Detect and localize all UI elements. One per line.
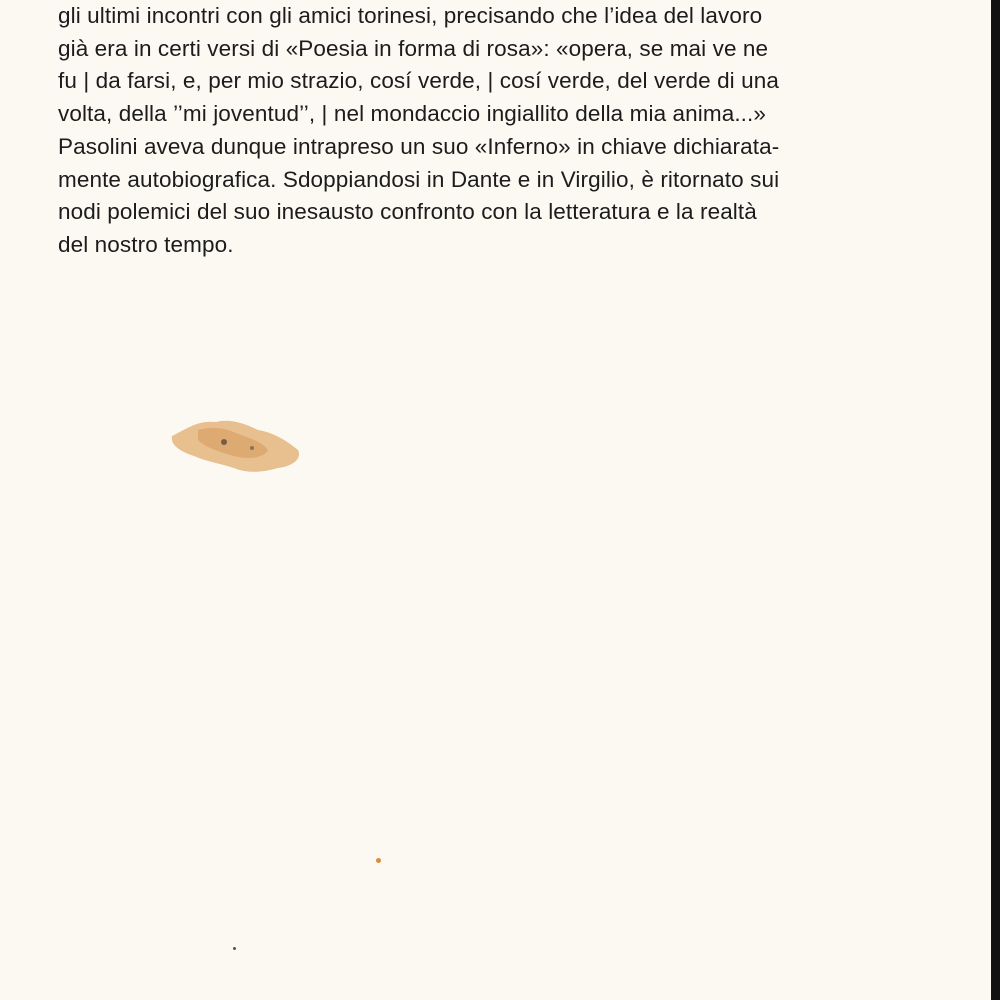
text-line-3: fu | da farsi, e, per mio strazio, cosí verde, | cosí verde, del verde di una bbox=[58, 68, 779, 94]
text-line-4: volta, della ’’mi joventud’’, | nel mondaccio ingiallito della mia anima...» bbox=[58, 101, 766, 127]
text-line-7: nodi polemici del suo inesausto confronto con la letteratura e la realtà bbox=[58, 199, 757, 225]
paper-stain bbox=[168, 416, 304, 476]
text-line-6: mente autobiografica. Sdoppiandosi in Dante e in Virgilio, è ritornato sui bbox=[58, 166, 780, 192]
text-line-2: già era in certi versi di «Poesia in forma di rosa»: «opera, se mai ve ne bbox=[58, 35, 769, 61]
speck-dark bbox=[233, 947, 236, 950]
text-line-5: Pasolini aveva dunque intrapreso un suo «Inferno» in chiave dichiarata- bbox=[58, 133, 780, 159]
speck-orange bbox=[376, 858, 381, 863]
text-line-8: del nostro tempo. bbox=[58, 231, 234, 257]
blurb-text bbox=[58, 0, 948, 262]
page-edge bbox=[991, 0, 1000, 1000]
text-line-1: gli ultimi incontri con gli amici torinesi, precisando che l’idea del lavoro bbox=[58, 3, 763, 28]
